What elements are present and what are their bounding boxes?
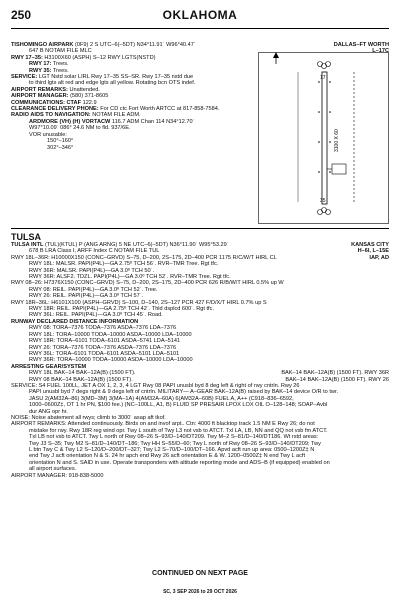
declared-row: RWY 26: TORA–7376 TODA–7376 ASDA–7376 LDA–7376 <box>29 344 177 351</box>
chart-reference: H–6I, L–15E <box>357 248 389 255</box>
radio-aids-label: RADIO AIDS TO NAVIGATION: <box>11 112 91 119</box>
airport-name: TULSA INTL <box>11 242 44 248</box>
service-line: SERVICE: S4 FUEL 100LL, JET A OX 1, 2, 3, 4 LGT Rwy 08 PAPI unusbl byd 8 deg left & right of rwy cntrln. Rwy 26 <box>11 382 300 389</box>
tulsa-entry <box>11 232 389 479</box>
vor-range-1: 150°–160° <box>47 138 74 145</box>
runway-diagram-svg <box>258 52 389 224</box>
service-text: LGT Nstd solar LIRL Rwy 17–35 SS–SR. Rwy 17–35 nstd due <box>38 74 194 81</box>
runway-line-8: RWY 18R: REIL. PAPI(P4L)—GA 2.75º TCH 42´. Thld dsplcd 600´. Rgt tfc. <box>29 306 214 313</box>
service-line: dur ANG opr hr. <box>29 408 68 415</box>
remarks-text: Unattended. <box>69 86 100 93</box>
manager-label: AIRPORT MANAGER: <box>11 93 69 100</box>
arresting-right: BAK–14 BAK–12A(B) (1500 FT). RWY 26 <box>285 376 389 383</box>
runway-35-label: RWY 35: <box>29 67 52 74</box>
airport-diagram <box>258 52 389 224</box>
apron <box>332 164 346 174</box>
remarks-line: AIRPORT REMARKS: Attended continuously. Birds on and invof arpt.. Ctn: 4000 ft blacktop track 1.5 NM E Rwy 26; do not <box>11 421 315 428</box>
remarks-line: mistake for rwy. Rwy 18R reg wind opr. Twy L south of Twy L3 not vsb to ATCT. Txl LA, LB, NN and QQ not vsb fm ATCT. <box>29 427 328 434</box>
runway-line-7: RWY 18R–36L: H6101X100 (ASPH–GRVD) S–100, D–140, 2S–127 PCR 427 F/D/X/T HIRL 0.7% up S <box>11 299 267 306</box>
service-text-cont: to third lgts alt red and edge lgts all yellow. Rotating bcn OTS indef. <box>29 80 196 87</box>
effective-dates: SC, 3 SEP 2026 to 29 OCT 2026 <box>163 589 237 595</box>
radio-aids-text: NOTAM FILE ADM. <box>92 112 141 119</box>
runway-line-3: RWY 36R: ALSF2. TDZL. PAPI(P4L)—GA 3.0º TCH 52´. RVR–TMR Tree. Rgt tfc. <box>29 274 231 281</box>
arresting-gear-title: ARRESTING GEAR/SYSTEM <box>11 363 87 370</box>
remarks-line: Txl LB not vsb to ATCT. Twy L north of Rwy 08–26 S–93/D–140/DT209. Twy M–2 S–81/D–140/DT186. Wt rstd areas: <box>29 434 319 441</box>
vortac-text: 116.7 ADM Chan 114 N34°12.70´ <box>111 118 195 125</box>
vortac-text-cont: W97°10.09´ 086° 24.6 NM to fld. 937/6E. <box>29 125 131 132</box>
airport-elevation: 647 B NOTAM FILE MLC <box>29 48 92 55</box>
vortac-label: ARDMORE (VH) (H) VORTACW <box>29 118 111 125</box>
header-rule <box>11 28 389 29</box>
continued-notice: CONTINUED ON NEXT PAGE <box>152 570 248 577</box>
runway-17-label: RWY 17: <box>29 61 52 68</box>
runway-17-35 <box>322 72 327 204</box>
page-number: 250 <box>11 8 32 22</box>
north-arrow-icon <box>273 52 279 64</box>
vor-unusable-label: VOR unusable: <box>29 131 67 138</box>
chart-reference: L–17C <box>372 48 389 55</box>
comm-label: COMMUNICATIONS: CTAF <box>11 99 82 106</box>
declared-row: RWY 36L: TORA–6101 TODA–6101 ASDA–5101 LDA–5101 <box>29 350 180 357</box>
airport-info: (TUL)(KTUL) P (ANG ARNG) 5 NE UTC–6(–5DT) N36°11.90´ W95°53.29´ <box>44 242 229 248</box>
sectional-name: KANSAS CITY <box>351 242 389 248</box>
declared-row: RWY 08: TORA–7376 TODA–7376 ASDA–7376 LDA–7376 <box>29 325 177 332</box>
runway-line-0: RWY 18L–36R: H10000X150 (CONC–GRVD) S–75, D–200, 2S–175, 2D–400 PCR 1175 R/C/W/T HIRL CL <box>11 254 277 261</box>
clearance-label: CLEARANCE DELIVERY PHONE: <box>11 106 99 113</box>
runway-line-5: RWY 08: REIL. PAPI(P4L)—GA 3.0º TCH 52´. Tree. <box>29 286 158 293</box>
service-line: 1000–0600Z‡, OT 1 hr PN, $100 fee.) (NC–100LL, A1, B) FLUID SP PRESAIR LPOX LOX OIL O–128–148; SOAP–Avbl <box>29 402 328 409</box>
declared-row: RWY 36R: TORA–10000 TODA–10000 ASDA–10000 LDA–10000 <box>29 357 193 364</box>
noise-line: NOISE: Noise abatement all rwys; climb to 3000´ asap aft tkof. <box>11 414 166 421</box>
remarks-line: Twy J3 S–35; Twy M2 S–81/D–140/DT–186; Twy HH S–55/D–60; Twy L north of Rwy 08–26 S–93/D–140/DT209; Twy <box>29 440 321 447</box>
runway-line-9: RWY 36L: REIL. PAPI(P4L)—GA 3.0º TCH 45´. Road. <box>29 312 163 319</box>
manager-phone: (580) 371-8605 <box>70 93 109 100</box>
sectional-name: DALLAS–FT WORTH <box>333 42 389 48</box>
runway-line-6: RWY 26: REIL. PAPI(P4L)—GA 3.0º TCH 57´. <box>29 293 144 300</box>
remarks-label: AIRPORT REMARKS: <box>11 86 68 93</box>
state-title: OKLAHOMA <box>162 8 238 22</box>
remarks-line: all airport surfaces. <box>29 466 77 473</box>
runway-35-text: Trees. <box>52 67 69 74</box>
remarks-line: L btn Twy C & Twy L2 S–120/D–200/DT–327; Twy L2 S–70/D–100/DT–166. Apvd acft run up area: 0500–1200Z‡ N <box>29 447 315 453</box>
remarks-line: end Twy J acft orientation N & S. 24 hr apch end Rwy 26 acft orientation E & W. 1200–0500Z‡ N end Twy L acft <box>29 453 306 460</box>
airport-elevation: 678 B LRA Class I, ARFF Index C NOTAM FILE TUL <box>29 248 160 255</box>
runway-text: H3100X60 (ASPH) S–12 RWY LGTS(NSTD) <box>44 54 156 61</box>
vor-range-2: 302°–346° <box>47 144 74 151</box>
declared-distance-title: RUNWAY DECLARED DISTANCE INFORMATION <box>11 318 139 325</box>
section-divider <box>11 228 389 229</box>
clearance-text: For CD ctc Fort Worth ARTCC at 817-858-7584. <box>100 106 220 113</box>
arresting-left: RWY 18L BAK–14 BAK–12A(B) (1500 FT). <box>29 370 136 377</box>
arresting-left: RWY 08 BAK–14 BAK–12A(B) (1500 FT). <box>29 376 133 383</box>
service-label: SERVICE: <box>11 74 38 81</box>
arresting-right: BAK–14 BAK–12A(B) (1500 FT). RWY 36R <box>281 370 389 377</box>
runway-label: RWY 17–35: <box>11 54 43 61</box>
runway-17-text: Trees. <box>52 61 69 68</box>
chart-reference-2: IAP, AD <box>369 254 389 261</box>
page-header <box>11 8 389 28</box>
manager-line: AIRPORT MANAGER: 918-838-5000 <box>11 472 104 479</box>
declared-row: RWY 18R: TORA–6101 TODA–6101 ASDA–5741 LDA–5141 <box>29 338 181 345</box>
ctaf-frequency: 122.9 <box>82 99 97 106</box>
runway-dimension-label: 3100 X 60 <box>334 129 340 152</box>
runway-line-2: RWY 36R: MALSR. PAPI(P4L)—GA 3.0º TCH 50´. <box>29 267 155 274</box>
runway-line-4: RWY 08–26: H7376X150 (CONC–GRVD) S–75, D–200, 2S–175, 2D–400 PCR 626 R/B/W/T HIRL 0.5% up W <box>11 280 284 287</box>
airport-info: (0F9) 2 S UTC–6(–5DT) N34°11.91´ W96°40.47´ <box>75 42 196 48</box>
city-name: TULSA <box>11 232 41 242</box>
airport-name: TISHOMINGO AIRPARK <box>11 42 74 48</box>
runway-35-label: 35 <box>320 198 326 204</box>
remarks-line: orientation N and S. SAID in use. Operate transponders with altitude reporting mode and ADS–B (if equipped) enabled on <box>29 459 330 466</box>
service-line: PAPI unusbl byd 7 degs right & 9 degs left of cntrln. MILITARY— A–GEAR BAK–12A(B) raised by BAK–14 device O/R to twr. <box>29 389 339 396</box>
service-line: JASU 2(AM32A–86) 3(MD–3M) 3(MA–1A) 4(AM32A–60A) 6(AM32A–60B) FUEL A, A++ (C918–836–6592, <box>29 395 294 402</box>
runway-17-label: 17 <box>320 75 326 81</box>
declared-row: RWY 18L: TORA–10000 TODA–10000 ASDA–10000 LDA–10000 <box>29 331 192 338</box>
runway-line-1: RWY 18L: MALSR. PAPI(P4L)—GA 2.75º TCH 56´. RVR–TMR Tree. Rgt tfc. <box>29 261 219 268</box>
